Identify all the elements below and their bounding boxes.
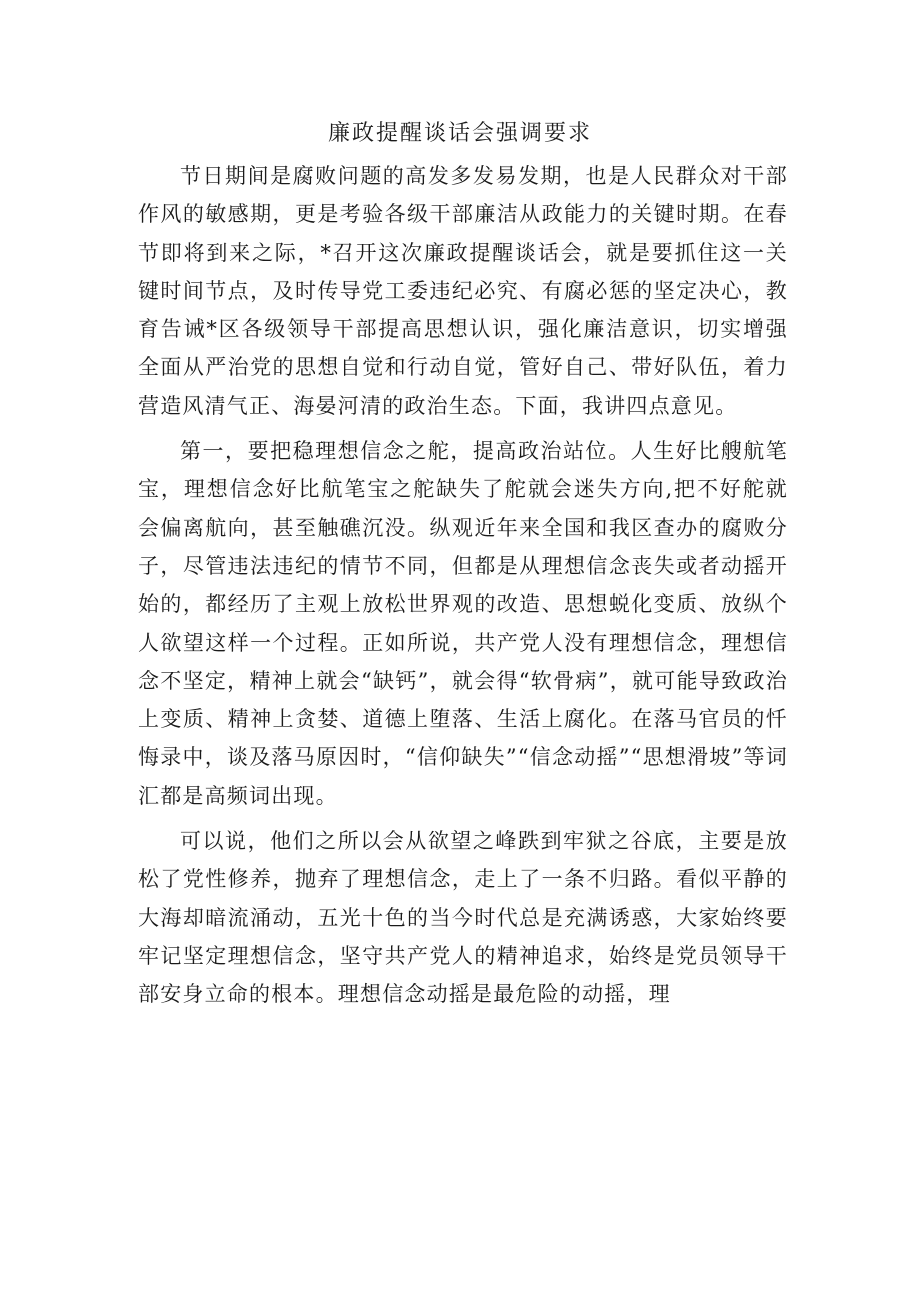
- paragraph-point-one: 第一，要把稳理想信念之舵，提高政治站位。人生好比艘航笔宝，理想信念好比航笔宝之舵缺失了舵就会迷失方向,把不好舵就会偏离航向，甚至触礁沉没。纵观近年来全国和我区查办的腐败分子，尽管违法违纪的情节不同，但都是从理想信念丧失或者动摇开始的，都经历了主观上放松世界观的改造、思想蜕化变质、放纵个人欲望这样一个过程。正如所说，共产党人没有理想信念，理想信念不坚定，精神上就会“缺钙”，就会得“软骨病”，就可能导致政治上变质、精神上贪婪、道德上堕落、生活上腐化。在落马官员的忏悔录中，谈及落马原因时，“信仰缺失”“信念动摇”“思想滑坡”等词汇都是高频词出现。: [138, 439, 788, 808]
- document-title: 廉政提醒谈话会强调要求: [327, 121, 592, 146]
- paragraph-continuation: 可以说，他们之所以会从欲望之峰跌到牢狱之谷底，主要是放松了党性修养，抛弃了理想信念，走上了一条不归路。看似平静的大海却暗流涌动，五光十色的当今时代总是充满诱惑，大家始终要牢记坚定理想信念，坚守共产党人的精神追求，始终是党员领导干部安身立命的根本。理想信念动摇是最危险的动摇，理: [138, 829, 788, 1007]
- paragraph-intro: 节日期间是腐败问题的高发多发易发期，也是人民群众对干部作风的敏感期，更是考验各级干部廉洁从政能力的关键时期。在春节即将到来之际，*召开这次廉政提醒谈话会，就是要抓住这一关键时间节点，及时传导党工委违纪必究、有腐必惩的坚定决心，教育告诫*区各级领导干部提高思想认识，强化廉洁意识，切实增强全面从严治党的思想自觉和行动自觉，管好自己、带好队伍，着力营造风清气正、海晏河清的政治生态。下面，我讲四点意见。: [138, 164, 788, 418]
- document-body: [138, 157, 788, 1021]
